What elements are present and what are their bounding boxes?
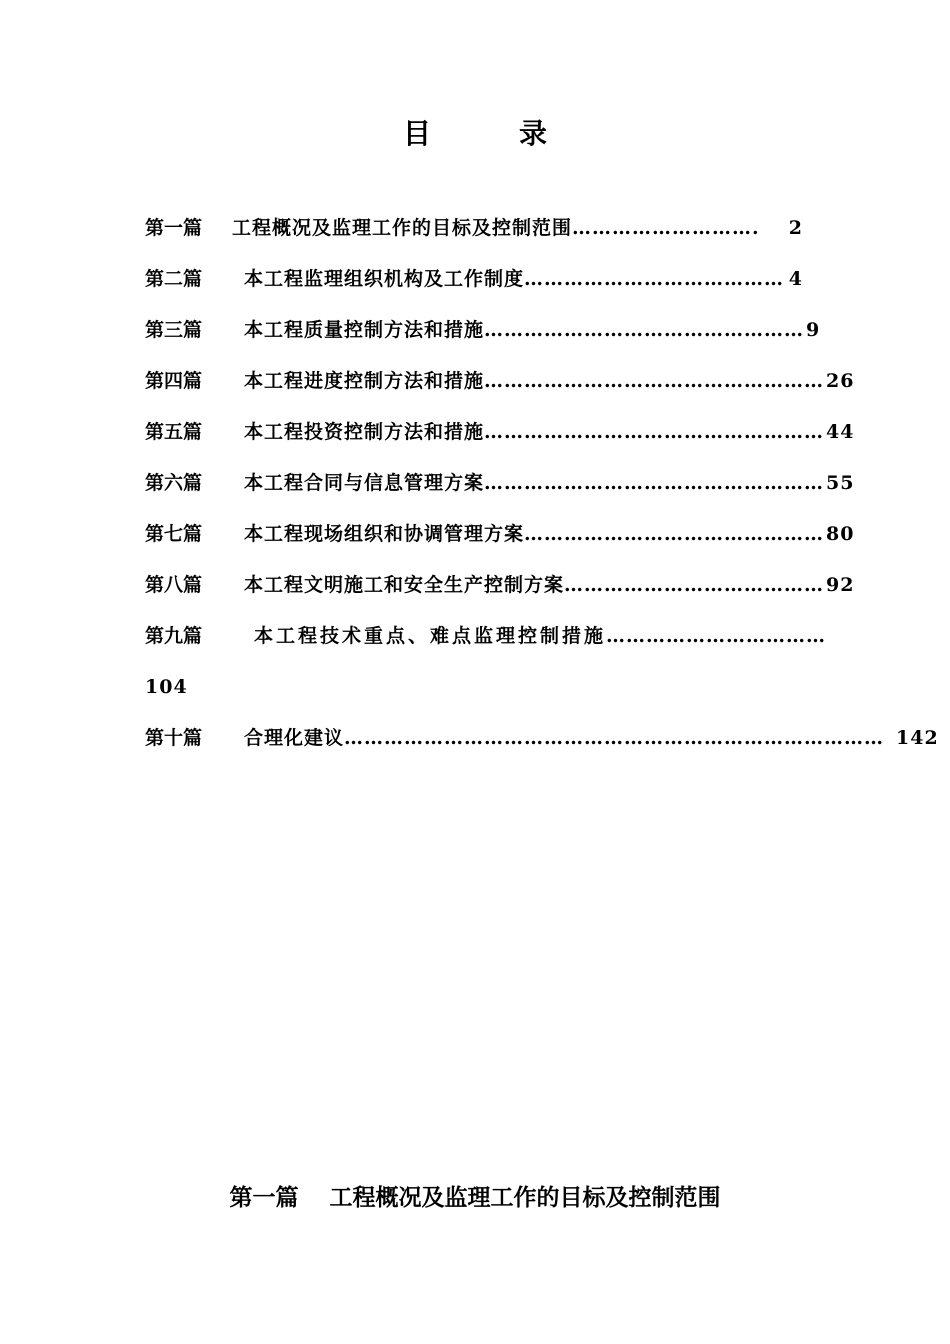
toc-leader-dots: ………………………………………… <box>484 319 805 341</box>
toc-entry-title: 本工程现场组织和协调管理方案 <box>244 523 525 545</box>
toc-entry-5[interactable] <box>145 409 855 460</box>
toc-leader-dots: ………………………………… <box>564 574 825 596</box>
toc-page-number: 26 <box>826 370 855 392</box>
toc-entry-title: 工程概况及监理工作的目标及控制范围 <box>232 217 573 239</box>
toc-entry-7[interactable] <box>145 511 855 562</box>
toc-entry-1[interactable] <box>145 205 803 256</box>
toc-chapter-label: 第九篇 <box>145 625 203 647</box>
toc-leader-dots: …………………………… <box>606 625 827 647</box>
toc-chapter-label: 第一篇 <box>145 217 203 239</box>
toc-entry-4[interactable] <box>145 358 855 409</box>
toc-leader-dots: ………………………………… <box>524 268 785 290</box>
toc-entry-title: 本工程质量控制方法和措施 <box>244 319 485 341</box>
toc-chapter-label: 第六篇 <box>145 472 203 494</box>
toc-entry-2[interactable] <box>145 256 803 307</box>
toc-leader-dots: …………………………………………… <box>484 370 825 392</box>
toc-page-number: 9 <box>806 319 821 341</box>
toc-chapter-label: 第二篇 <box>145 268 203 290</box>
toc-chapter-label: 第四篇 <box>145 370 203 392</box>
toc-entry-9[interactable] <box>145 613 827 664</box>
toc-chapter-label: 第五篇 <box>145 421 203 443</box>
toc-entry-title: 本工程合同与信息管理方案 <box>244 472 485 494</box>
toc-page-number: 55 <box>826 472 855 494</box>
toc-page-number: 44 <box>826 421 855 443</box>
toc-chapter-label: 第七篇 <box>145 523 203 545</box>
toc-page-number-wrapped: 104 <box>145 676 188 698</box>
toc-leader-dots: ………………………. <box>572 217 760 239</box>
toc-entry-3[interactable] <box>145 307 821 358</box>
toc-entry-title: 合理化建议 <box>244 727 345 749</box>
toc-list <box>145 205 939 766</box>
toc-page-number: 92 <box>826 574 855 596</box>
toc-entry-title: 本工程进度控制方法和措施 <box>244 370 485 392</box>
toc-leader-dots: ……………………………………… <box>524 523 825 545</box>
toc-page-number: 4 <box>788 268 803 290</box>
toc-title: 目 录 <box>402 117 577 150</box>
toc-entry-6[interactable] <box>145 460 855 511</box>
toc-entry-title: 本工程文明施工和安全生产控制方案 <box>244 574 565 596</box>
toc-entry-8[interactable] <box>145 562 855 613</box>
toc-leader-dots: ……………………………………………………………………… <box>344 727 885 749</box>
toc-entry-title: 本工程投资控制方法和措施 <box>244 421 485 443</box>
toc-leader-dots: …………………………………………… <box>484 421 825 443</box>
toc-chapter-label: 第三篇 <box>145 319 203 341</box>
toc-page-number: 80 <box>826 523 855 545</box>
toc-entry-title: 本工程技术重点、难点监理控制措施 <box>254 625 607 647</box>
toc-chapter-label: 第十篇 <box>145 727 203 749</box>
toc-entry-title: 本工程监理组织机构及工作制度 <box>244 268 525 290</box>
toc-leader-dots: …………………………………………… <box>484 472 825 494</box>
toc-page-number: 2 <box>788 217 803 239</box>
chapter-heading: 第一篇 工程概况及监理工作的目标及控制范围 <box>229 1184 721 1211</box>
toc-chapter-label: 第八篇 <box>145 574 203 596</box>
toc-entry-10[interactable] <box>145 715 939 766</box>
toc-page-number: 142 <box>896 727 939 749</box>
